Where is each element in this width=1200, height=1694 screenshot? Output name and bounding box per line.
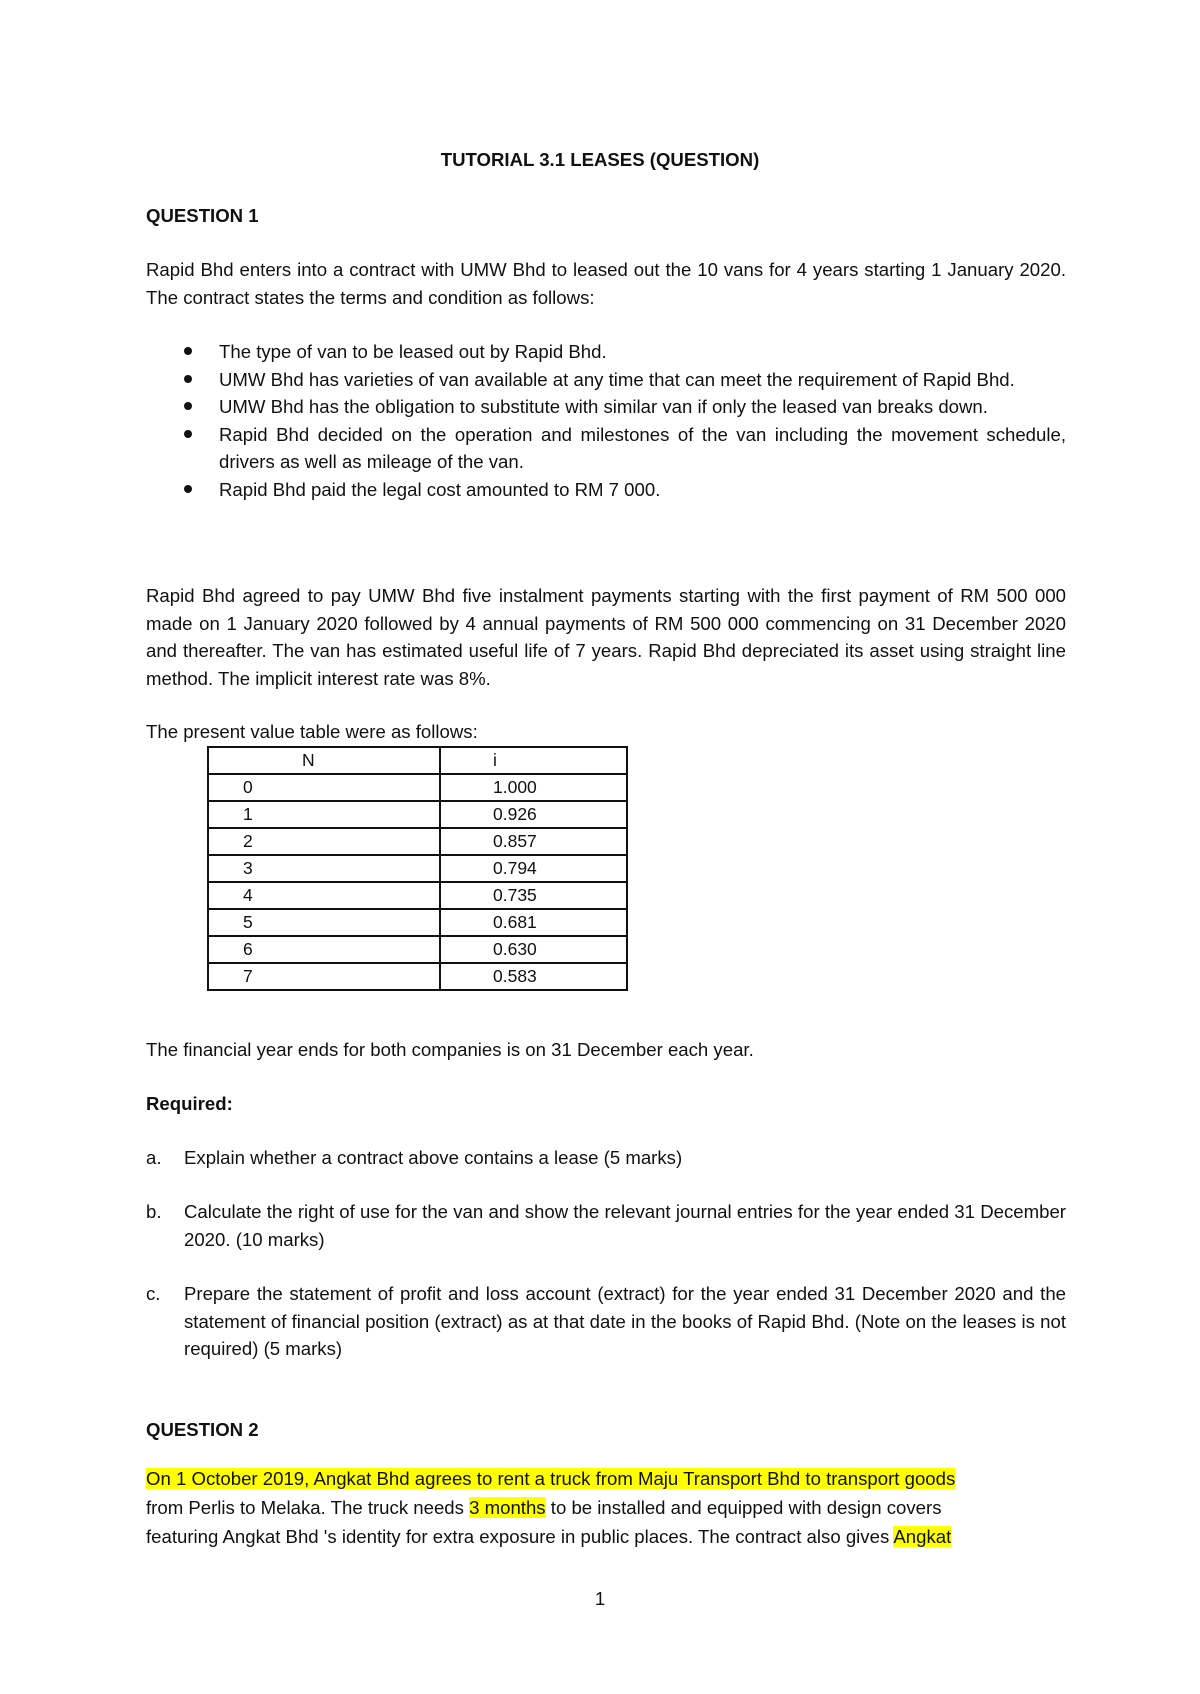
table-row xyxy=(208,828,627,855)
table-row xyxy=(208,774,627,801)
list-item: The type of van to be leased out by Rapid Bhd. xyxy=(175,338,1066,366)
bullet-icon xyxy=(184,347,192,355)
table-caption: The present value table were as follows: xyxy=(146,721,478,742)
table-row xyxy=(208,801,627,828)
column-header-i: i xyxy=(440,747,627,774)
question-1-heading: QUESTION 1 xyxy=(146,205,259,226)
highlighted-text: Angkat xyxy=(893,1526,952,1547)
table-row xyxy=(208,882,627,909)
question-2-heading: QUESTION 2 xyxy=(146,1419,259,1440)
cell-factor: 0.630 xyxy=(440,936,627,963)
cell-n: 1 xyxy=(208,801,440,828)
cell-factor: 0.926 xyxy=(440,801,627,828)
bullet-icon xyxy=(184,402,192,410)
cell-factor: 1.000 xyxy=(440,774,627,801)
table-row xyxy=(208,855,627,882)
table-header-row xyxy=(208,747,627,774)
q2-line-3: featuring Angkat Bhd 's identity for extra exposure in public places. The contract also gives Angkat xyxy=(146,1526,952,1547)
table-row xyxy=(208,936,627,963)
item-text: Prepare the statement of profit and loss account (extract) for the year ended 31 December 2020 and the statement of financial position (extract) as at that date in the books of Rapid Bhd. (Note on the leases is not required) (5 marks) xyxy=(184,1283,1066,1359)
cell-n: 2 xyxy=(208,828,440,855)
payment-terms-paragraph: Rapid Bhd agreed to pay UMW Bhd five instalment payments starting with the first payment of RM 500 000 made on 1 January 2020 followed by 4 annual payments of RM 500 000 commencing on 31 December 2020 and thereafter. The van has estimated useful life of 7 years. Rapid Bhd depreciated its asset using straight line method. The implicit interest rate was 8%. xyxy=(146,585,1066,689)
item-text: Explain whether a contract above contains a lease (5 marks) xyxy=(184,1147,683,1168)
required-item-b xyxy=(146,1198,1066,1253)
cell-n: 0 xyxy=(208,774,440,801)
cell-n: 6 xyxy=(208,936,440,963)
list-item: UMW Bhd has the obligation to substitute with similar van if only the leased van breaks down. xyxy=(175,393,1066,421)
highlighted-text: 3 months xyxy=(469,1497,546,1518)
cell-factor: 0.735 xyxy=(440,882,627,909)
item-letter: c. xyxy=(146,1283,161,1304)
year-end-note: The financial year ends for both companies is on 31 December each year. xyxy=(146,1039,754,1060)
cell-n: 4 xyxy=(208,882,440,909)
cell-factor: 0.857 xyxy=(440,828,627,855)
q2-line-1 xyxy=(146,1464,1066,1493)
list-item: UMW Bhd has varieties of van available at any time that can meet the requirement of Rapid Bhd. xyxy=(175,366,1066,394)
required-item-c xyxy=(146,1280,1066,1363)
bullet-icon xyxy=(184,375,192,383)
table-row xyxy=(208,963,627,990)
bullet-icon xyxy=(184,485,192,493)
table-row xyxy=(208,909,627,936)
required-label: Required: xyxy=(146,1093,233,1114)
question-1-intro: Rapid Bhd enters into a contract with UMW Bhd to leased out the 10 vans for 4 years starting 1 January 2020. The contract states the terms and condition as follows: xyxy=(146,259,1066,308)
cell-factor: 0.583 xyxy=(440,963,627,990)
page-title: TUTORIAL 3.1 LEASES (QUESTION) xyxy=(440,149,760,170)
present-value-table xyxy=(207,746,628,991)
item-letter: a. xyxy=(146,1147,162,1168)
column-header-n: N xyxy=(208,747,440,774)
cell-n: 5 xyxy=(208,909,440,936)
cell-n: 3 xyxy=(208,855,440,882)
page-number: 1 xyxy=(594,1588,606,1609)
q2-line-2: from Perlis to Melaka. The truck needs 3 months to be installed and equipped with design covers xyxy=(146,1497,942,1518)
list-item: Rapid Bhd decided on the operation and milestones of the van including the movement schedule, drivers as well as mileage of the van. xyxy=(175,421,1066,476)
cell-n: 7 xyxy=(208,963,440,990)
bullet-icon xyxy=(184,430,192,438)
cell-factor: 0.681 xyxy=(440,909,627,936)
item-letter: b. xyxy=(146,1201,162,1222)
highlighted-text: On 1 October 2019, Angkat Bhd agrees xyxy=(146,1468,472,1489)
cell-factor: 0.794 xyxy=(440,855,627,882)
highlighted-text: to rent a truck from Maju Transport Bhd to transport goods xyxy=(471,1468,956,1489)
question-2-paragraph xyxy=(146,1464,1066,1551)
item-text: Calculate the right of use for the van and show the relevant journal entries for the year ended 31 December 2020. (10 marks) xyxy=(184,1201,1066,1250)
list-item: Rapid Bhd paid the legal cost amounted to RM 7 000. xyxy=(175,476,1066,504)
terms-list xyxy=(175,338,1066,503)
required-item-a xyxy=(146,1144,1066,1172)
